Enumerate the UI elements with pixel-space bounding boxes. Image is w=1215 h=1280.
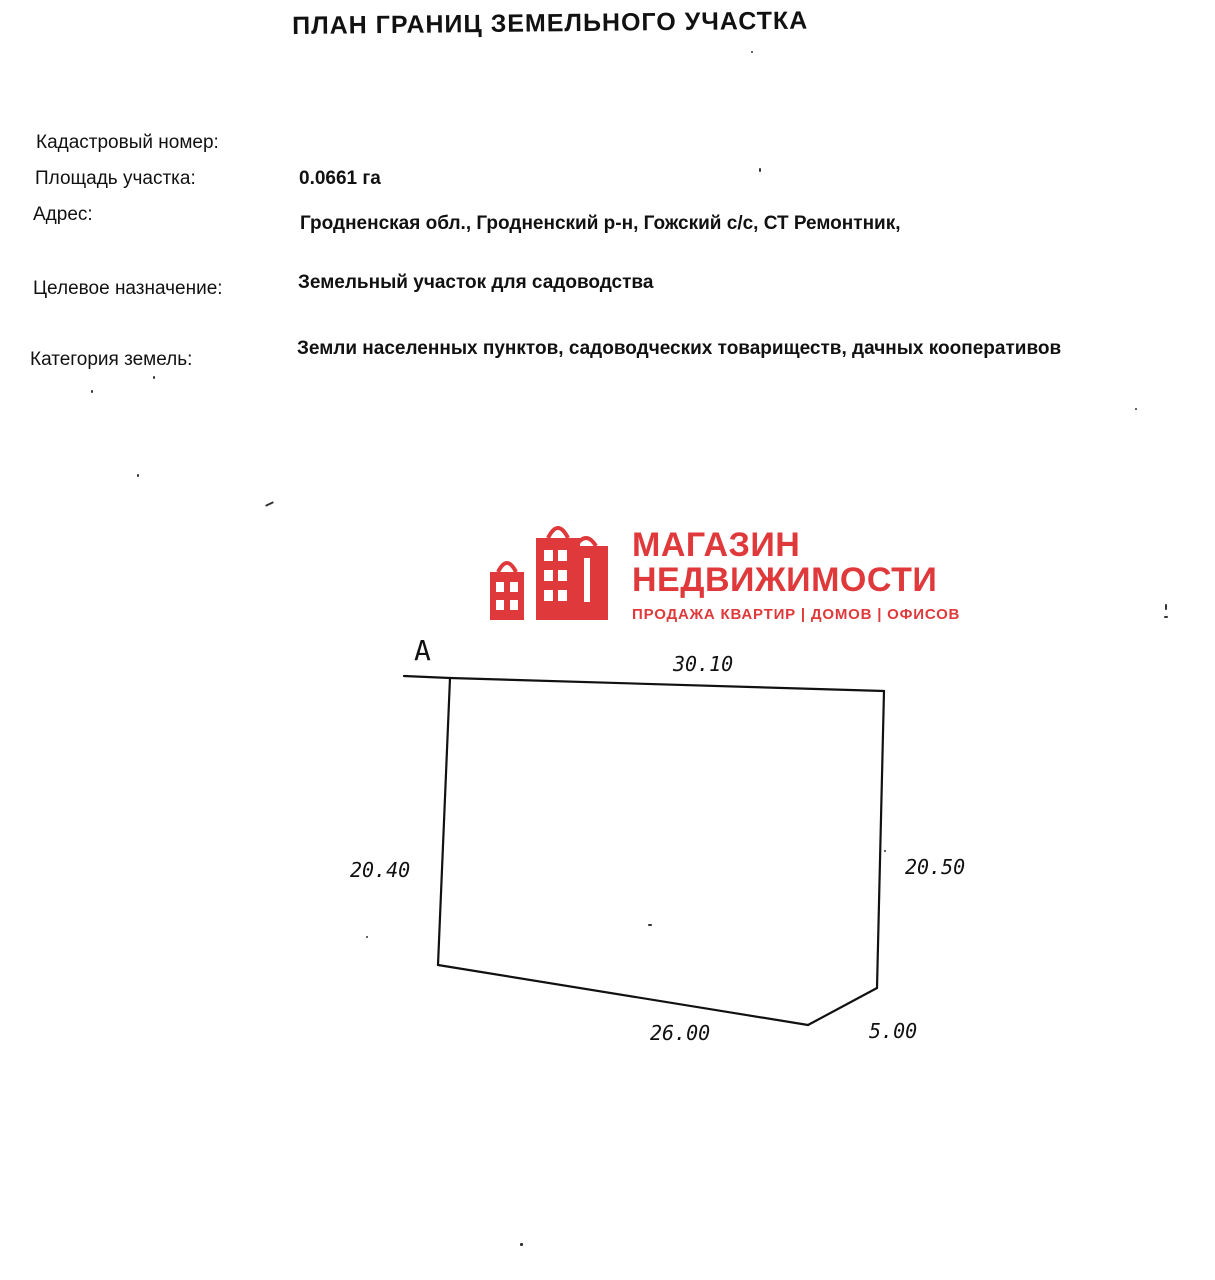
side-corner	[808, 988, 877, 1025]
point-label-a: A	[414, 634, 431, 667]
side-bottom	[438, 965, 808, 1025]
scan-speck	[520, 1243, 523, 1246]
cadastral-number-label: Кадастровый номер:	[36, 132, 219, 153]
scan-speck	[137, 474, 139, 477]
scan-speck	[153, 376, 155, 379]
scan-speck	[1165, 604, 1167, 610]
land-category-value: Земли населенных пунктов, садоводческих товариществ, дачных кооперативов	[297, 338, 1062, 359]
scan-speck	[884, 850, 886, 852]
scan-speck	[91, 390, 93, 393]
side-left	[438, 678, 450, 965]
purpose-label: Целевое назначение:	[33, 278, 223, 299]
watermark-line-2: НЕДВИЖИМОСТИ	[632, 561, 938, 599]
length-right: 20.50	[905, 855, 966, 879]
scan-speck	[366, 936, 368, 938]
land-category-label: Категория земель:	[30, 349, 193, 370]
address-label: Адрес:	[33, 204, 93, 225]
extension-line	[404, 676, 450, 678]
scan-speck	[648, 924, 652, 926]
address-value: Гродненская обл., Гродненский р-н, Гожский с/с, СТ Ремонтник,	[300, 213, 901, 234]
scan-speck	[1135, 408, 1137, 410]
scan-speck	[751, 51, 753, 53]
side-top	[450, 678, 884, 691]
document-title: ПЛАН ГРАНИЦ ЗЕМЕЛЬНОГО УЧАСТКА	[292, 6, 809, 40]
purpose-value: Земельный участок для садоводства	[298, 272, 654, 293]
watermark-line-1: МАГАЗИН	[632, 526, 801, 564]
length-left: 20.40	[350, 858, 411, 882]
scan-speck	[1164, 616, 1168, 618]
length-corner: 5.00	[869, 1019, 918, 1043]
area-value: 0.0661 га	[299, 168, 381, 189]
scan-speck	[759, 168, 761, 172]
area-label: Площадь участка:	[35, 168, 196, 189]
length-bottom: 26.00	[650, 1021, 711, 1045]
watermark-slogan: ПРОДАЖА КВАРТИР | ДОМОВ | ОФИСОВ	[632, 606, 961, 623]
length-top: 30.10	[673, 652, 734, 676]
side-right	[877, 691, 884, 988]
